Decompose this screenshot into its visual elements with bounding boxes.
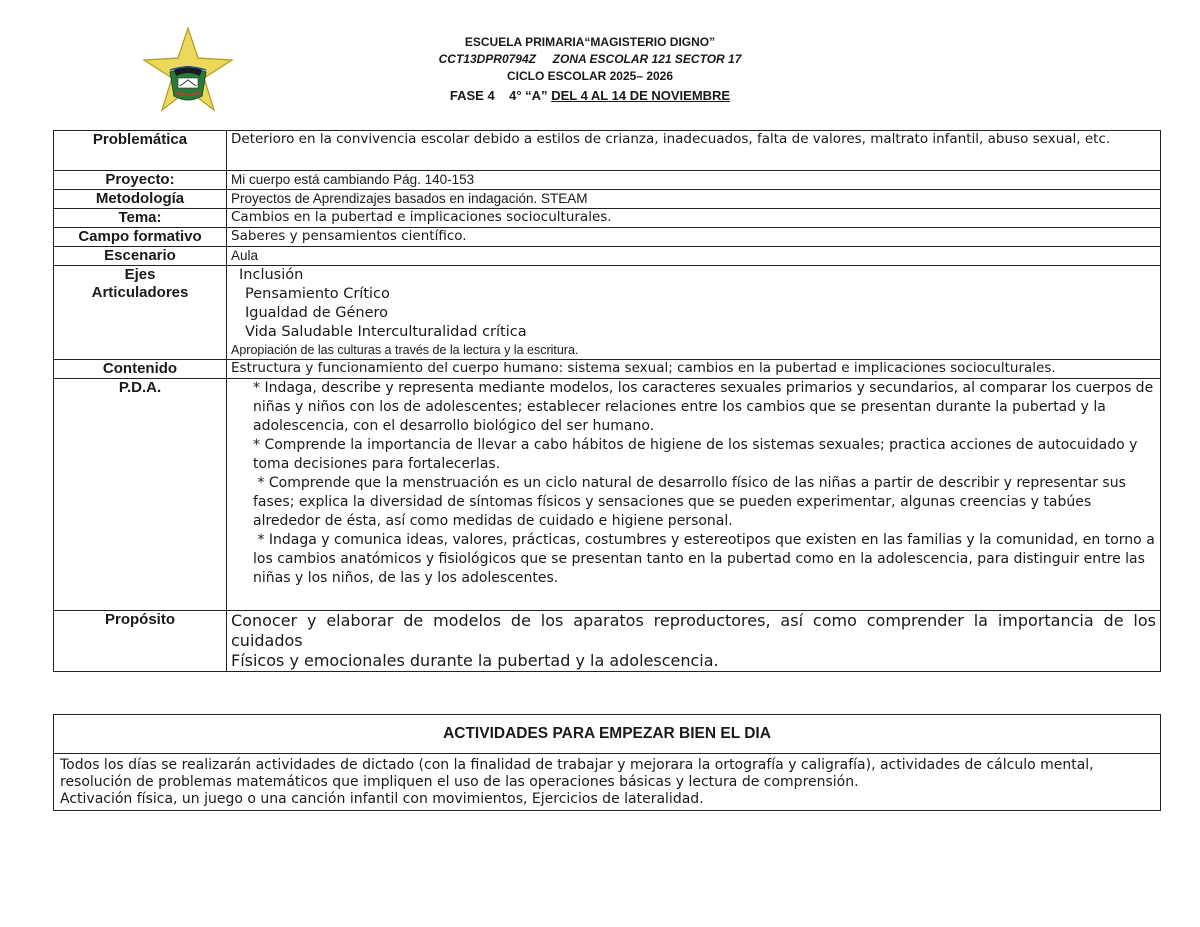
actividades-paragraph: Todos los días se realizarán actividades de dictado (con la finalidad de trabajar y mejorara la ortografía y caligrafía), actividades de cálculo mental, resolución de problemas matemáticos que impliquen el uso de las operaciones básicas y lectura de comprensión. — [60, 757, 1094, 790]
value-tema: Cambios en la pubertad e implicaciones socioculturales. — [227, 209, 1161, 228]
value-ejes — [227, 266, 1161, 360]
school-name: ESCUELA PRIMARIA“MAGISTERIO DIGNO” — [464, 35, 716, 49]
row-tema — [54, 209, 1161, 228]
row-metodologia — [54, 190, 1161, 209]
label-proposito: Propósito — [54, 611, 227, 672]
actividades-title: ACTIVIDADES PARA EMPEZAR BIEN EL DIA — [54, 715, 1161, 754]
row-pda — [54, 379, 1161, 611]
row-contenido — [54, 360, 1161, 379]
label-campo-formativo: Campo formativo — [54, 228, 227, 247]
ciclo-escolar: CICLO ESCOLAR 2025– 2026 — [506, 69, 674, 83]
value-proyecto: Mi cuerpo está cambiando Pág. 140-153 — [227, 171, 1161, 190]
value-proposito — [227, 611, 1161, 672]
row-proposito — [54, 611, 1161, 672]
school-logo — [140, 26, 236, 112]
eje-item: Vida Saludable Interculturalidad crítica — [245, 324, 527, 340]
eje-item: Inclusión — [239, 267, 304, 283]
school-star-emblem-icon — [140, 26, 236, 112]
cct-code: CCT13DPR0794Z — [438, 52, 536, 66]
pda-item: * Indaga, describe y representa mediante modelos, los caracteres sexuales primarios y secundarios, al comparar los cuerpos de niñas y niños con los de adolescentes; establecer relaciones entre los cambios que se presentan durante la pubertad y la adolescencia, con el desarrollo biológico del ser humano. — [253, 380, 1154, 434]
row-campo-formativo — [54, 228, 1161, 247]
actividades-paragraph: Activación física, un juego o una canción infantil con movimientos, Ejercicios de lateralidad. — [60, 791, 704, 807]
label-contenido: Contenido — [54, 360, 227, 379]
value-metodologia: Proyectos de Aprendizajes basados en indagación. STEAM — [227, 190, 1161, 209]
row-proyecto — [54, 171, 1161, 190]
row-ejes — [54, 266, 1161, 360]
row-escenario — [54, 247, 1161, 266]
value-campo-formativo: Saberes y pensamientos científico. — [227, 228, 1161, 247]
zona-escolar: ZONA ESCOLAR 121 SECTOR 17 — [552, 52, 742, 66]
school-header — [380, 34, 800, 104]
label-escenario: Escenario — [54, 247, 227, 266]
actividades-table — [53, 714, 1161, 811]
label-ejes-line1: Ejes — [124, 266, 156, 283]
pda-item: * Comprende la importancia de llevar a cabo hábitos de higiene de los sistemas sexuales; practica acciones de autocuidado y toma decisiones para fortalecerlas. — [253, 437, 1138, 472]
pda-item: * Comprende que la menstruación es un ciclo natural de desarrollo físico de las niñas a partir de describir y representar sus fases; explica la diversidad de síntomas físicos y sensaciones que se pueden experimentar, algunas creencias y tabúes alrededor de ésta, así como medidas de cuidado e higiene personal. — [253, 475, 1131, 529]
row-problematica — [54, 131, 1161, 171]
actividades-body — [54, 754, 1161, 811]
label-ejes — [54, 266, 227, 360]
label-metodologia: Metodología — [54, 190, 227, 209]
value-escenario: Aula — [227, 247, 1161, 266]
actividades-body-row — [54, 754, 1161, 811]
label-problematica: Problemática — [54, 131, 227, 171]
actividades-title-row — [54, 715, 1161, 754]
fase-line — [380, 87, 800, 104]
label-tema: Tema: — [54, 209, 227, 228]
fase-dates: DEL 4 AL 14 DE NOVIEMBRE — [551, 88, 731, 103]
eje-extra: Apropiación de las culturas a través de la lectura y la escritura. — [231, 343, 579, 357]
value-contenido: Estructura y funcionamiento del cuerpo humano: sistema sexual; cambios en la pubertad e implicaciones socioculturales. — [227, 360, 1161, 379]
value-pda — [227, 379, 1161, 611]
proposito-line1: Conocer y elaborar de modelos de los aparatos reproductores, así como comprender la importancia de los cuidados — [231, 611, 1156, 650]
label-proyecto: Proyecto: — [54, 171, 227, 190]
label-ejes-line2: Articuladores — [91, 284, 189, 301]
eje-item: Pensamiento Crítico — [245, 286, 390, 302]
school-codes — [380, 51, 800, 68]
pda-item: * Indaga y comunica ideas, valores, prácticas, costumbres y estereotipos que existen en las familias y la comunidad, en torno a los cambios anatómicos y fisiológicos que se presentan tanto en la pubertad como en la adolescencia, para distinguir entre las niñas y los niños, de las y los adolescentes. — [253, 532, 1160, 586]
label-pda: P.D.A. — [54, 379, 227, 611]
eje-item: Igualdad de Género — [245, 305, 389, 321]
planning-table — [53, 130, 1161, 672]
proposito-line2: Físicos y emocionales durante la pubertad y la adolescencia. — [231, 651, 719, 670]
fase-grade: FASE 4 4° “A” — [449, 88, 552, 103]
value-problematica: Deterioro en la convivencia escolar debido a estilos de crianza, inadecuados, falta de valores, maltrato infantil, abuso sexual, etc. — [227, 131, 1161, 171]
